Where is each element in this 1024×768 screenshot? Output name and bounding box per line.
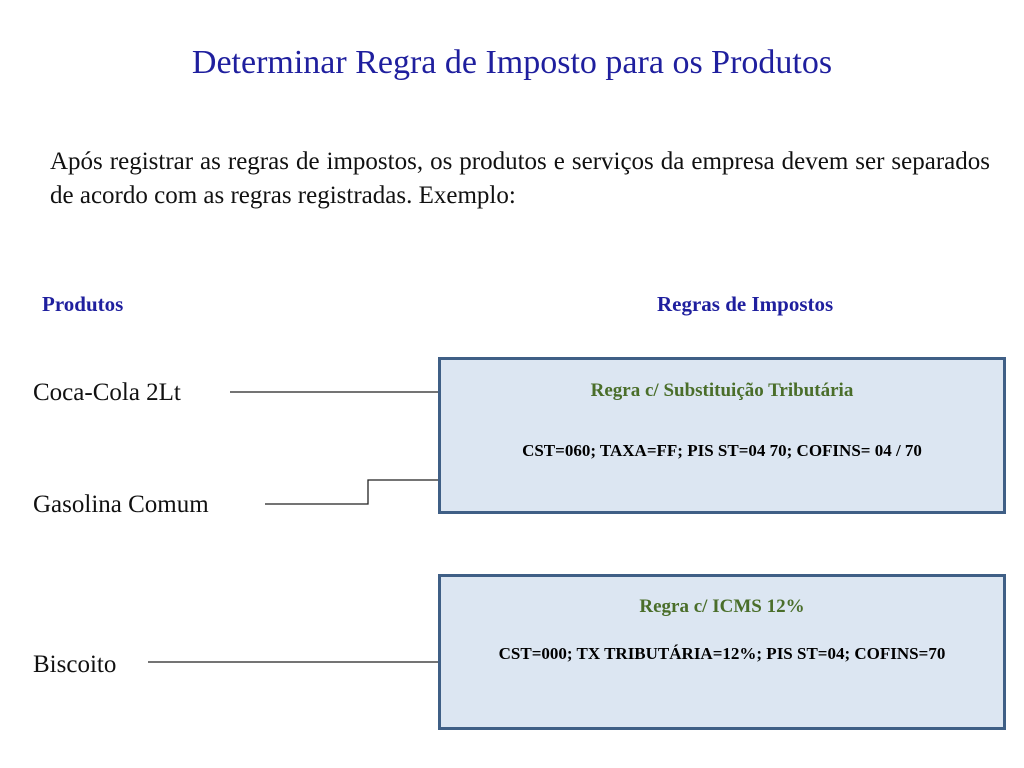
product-biscoito: Biscoito (33, 651, 117, 678)
rules-column-heading: Regras de Impostos (657, 292, 834, 316)
products-column-heading: Produtos (42, 292, 124, 316)
rule-box-icms (438, 574, 1006, 730)
product-gasolina: Gasolina Comum (33, 491, 209, 518)
rule-box-substituicao (438, 357, 1006, 514)
intro-paragraph: Após registrar as regras de impostos, os produtos e serviços da empresa devem ser separados de acordo com as regras registradas. Exemplo: (50, 148, 990, 209)
rule-title: Regra c/ Substituição Tributária (590, 380, 854, 401)
product-coca-cola: Coca-Cola 2Lt (33, 379, 181, 406)
rule-title: Regra c/ ICMS 12% (639, 596, 805, 617)
rule-text: CST=000; TX TRIBUTÁRIA=12%; PIS ST=04; COFINS=70 (498, 644, 946, 663)
page-title: Determinar Regra de Imposto para os Produtos (191, 44, 833, 81)
rule-text: CST=060; TAXA=FF; PIS ST=04 70; COFINS= 04 / 70 (522, 441, 922, 460)
